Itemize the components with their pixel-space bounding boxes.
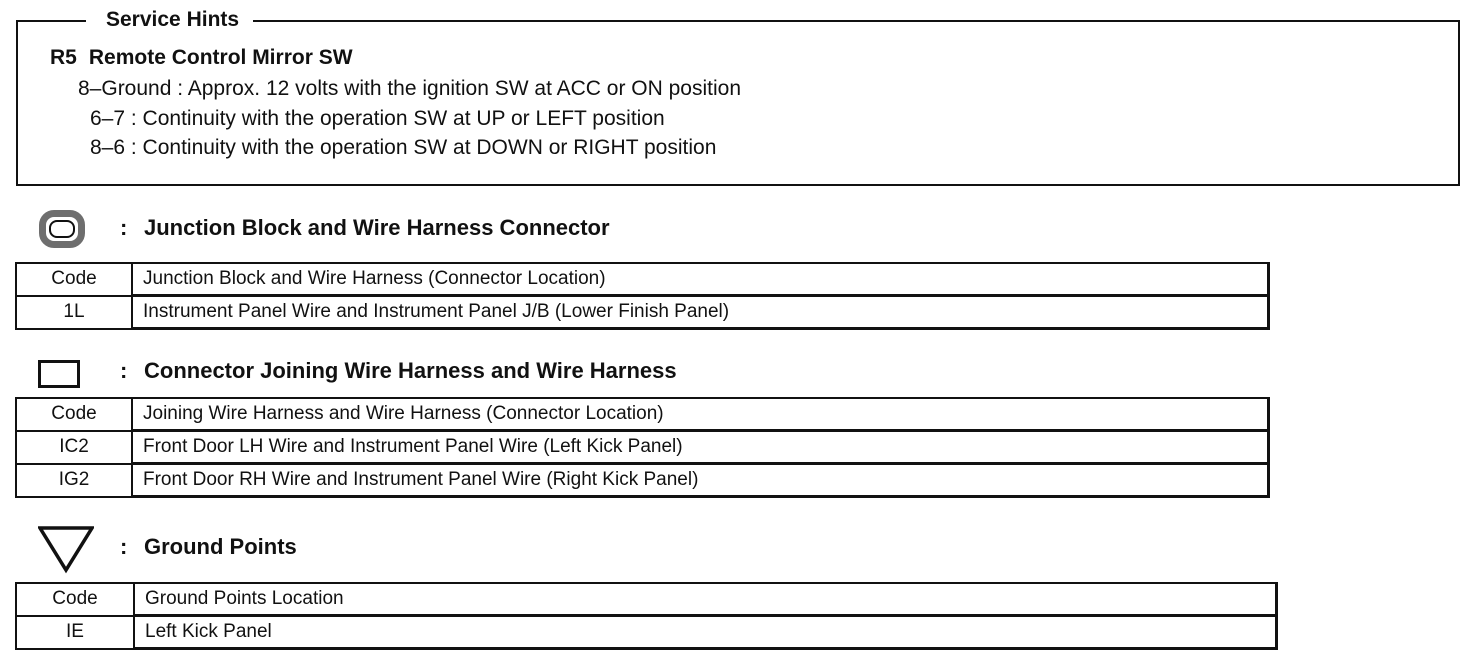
row-location: Instrument Panel Wire and Instrument Panel J/B (Lower Finish Panel) <box>132 296 1269 329</box>
row-code: IC2 <box>16 431 132 464</box>
hint-line-1: 8–Ground : Approx. 12 volts with the ignition SW at ACC or ON position <box>78 77 741 100</box>
table-header-row <box>16 398 1269 431</box>
table-header-row <box>16 263 1269 296</box>
connector-joining-heading <box>120 356 677 386</box>
table-row <box>16 616 1277 649</box>
ground-triangle-icon <box>38 524 94 574</box>
ground-points-heading <box>120 532 297 562</box>
table-row <box>16 464 1269 497</box>
connector-icon <box>38 360 80 388</box>
header-location: Joining Wire Harness and Wire Harness (Connector Location) <box>132 398 1269 431</box>
header-location: Ground Points Location <box>134 583 1277 616</box>
connector-joining-title: Connector Joining Wire Harness and Wire Harness <box>144 358 677 383</box>
section-colon: : <box>120 534 128 559</box>
header-code: Code <box>16 398 132 431</box>
section-colon: : <box>120 358 128 383</box>
row-code: IE <box>16 616 134 649</box>
section-colon: : <box>120 215 128 240</box>
header-code: Code <box>16 583 134 616</box>
junction-block-title: Junction Block and Wire Harness Connector <box>144 215 610 240</box>
junction-block-table <box>15 262 1270 330</box>
ground-points-title: Ground Points <box>144 534 297 559</box>
header-location: Junction Block and Wire Harness (Connector Location) <box>132 263 1269 296</box>
hint-line-2: 6–7 : Continuity with the operation SW at UP or LEFT position <box>90 107 665 130</box>
row-code: 1L <box>16 296 132 329</box>
table-row <box>16 431 1269 464</box>
junction-block-icon <box>39 210 85 248</box>
table-header-row <box>16 583 1277 616</box>
component-name: Remote Control Mirror SW <box>88 46 353 69</box>
component-title <box>50 44 353 72</box>
header-code: Code <box>16 263 132 296</box>
junction-block-heading <box>120 213 610 243</box>
table-row <box>16 296 1269 329</box>
hint-line-3: 8–6 : Continuity with the operation SW at DOWN or RIGHT position <box>90 136 717 159</box>
service-hints-heading: Service Hints <box>86 6 253 34</box>
row-location: Front Door RH Wire and Instrument Panel Wire (Right Kick Panel) <box>132 464 1269 497</box>
row-code: IG2 <box>16 464 132 497</box>
row-location: Left Kick Panel <box>134 616 1277 649</box>
component-code: R5 <box>50 46 77 69</box>
row-location: Front Door LH Wire and Instrument Panel Wire (Left Kick Panel) <box>132 431 1269 464</box>
connector-joining-table <box>15 397 1270 498</box>
ground-points-table <box>15 582 1278 650</box>
